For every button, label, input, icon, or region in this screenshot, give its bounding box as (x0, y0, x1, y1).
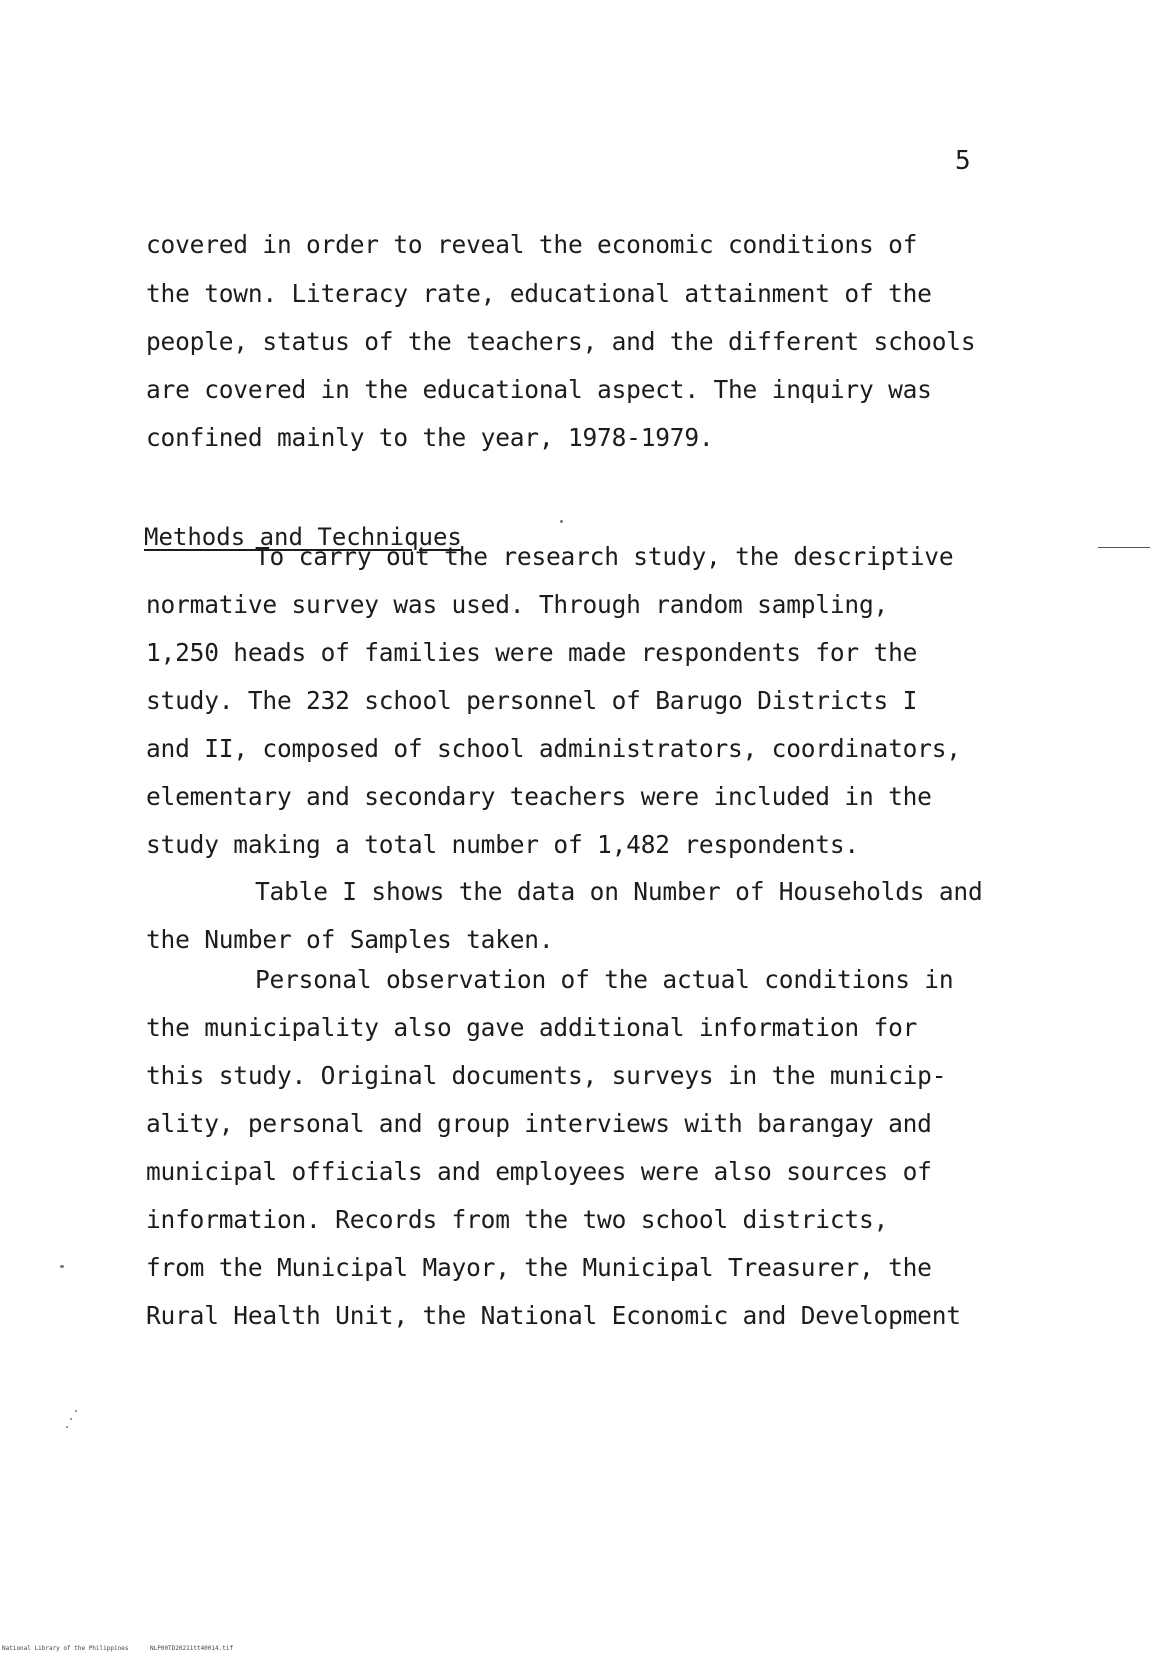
scan-speck (560, 520, 563, 523)
page-number: 5 (955, 146, 971, 176)
section-heading: Methods and Techniques (144, 523, 462, 551)
paragraph-1-line: people, status of the teachers, and the different schools (146, 327, 976, 356)
paragraph-4-line: Rural Health Unit, the National Economic and Development (146, 1301, 961, 1330)
paragraph-4-line: information. Records from the two school districts, (146, 1205, 889, 1234)
paragraph-4-line: municipal officials and employees were also sources of (146, 1157, 932, 1186)
scan-speck (75, 1410, 77, 1412)
paragraph-2-line: and II, composed of school administrators, coordinators, (146, 734, 961, 763)
paragraph-2-line: elementary and secondary teachers were included in the (146, 782, 932, 811)
paragraph-2-line: To carry out the research study, the descriptive (255, 542, 954, 571)
paragraph-2-line: study. The 232 school personnel of Barugo Districts I (146, 686, 918, 715)
footer-library: National Library of the Philippines (2, 1645, 129, 1652)
paragraph-4-line: this study. Original documents, surveys in the municip- (146, 1061, 947, 1090)
paragraph-1-line: covered in order to reveal the economic conditions of (146, 230, 918, 259)
scan-speck (60, 1265, 64, 1268)
paragraph-2-line: normative survey was used. Through random sampling, (146, 590, 889, 619)
paragraph-3-line: Table I shows the data on Number of Households and (255, 877, 983, 906)
paragraph-4-line: from the Municipal Mayor, the Municipal Treasurer, the (146, 1253, 932, 1282)
margin-mark (1098, 547, 1150, 548)
paragraph-3-line: the Number of Samples taken. (146, 925, 554, 954)
paragraph-4-line: ality, personal and group interviews with barangay and (146, 1109, 932, 1138)
paragraph-2-line: study making a total number of 1,482 respondents. (146, 830, 859, 859)
scan-speck (66, 1426, 68, 1428)
paragraph-2-line: 1,250 heads of families were made respondents for the (146, 638, 918, 667)
paragraph-4-line: Personal observation of the actual conditions in (255, 965, 954, 994)
footer-file-id: NLP00TD20211tt40014.tif (150, 1645, 234, 1652)
paragraph-1-line: confined mainly to the year, 1978-1979. (146, 423, 714, 452)
paragraph-4-line: the municipality also gave additional information for (146, 1013, 918, 1042)
scan-speck (70, 1418, 72, 1420)
paragraph-1-line: the town. Literacy rate, educational attainment of the (146, 279, 932, 308)
paragraph-1-line: are covered in the educational aspect. The inquiry was (146, 375, 932, 404)
